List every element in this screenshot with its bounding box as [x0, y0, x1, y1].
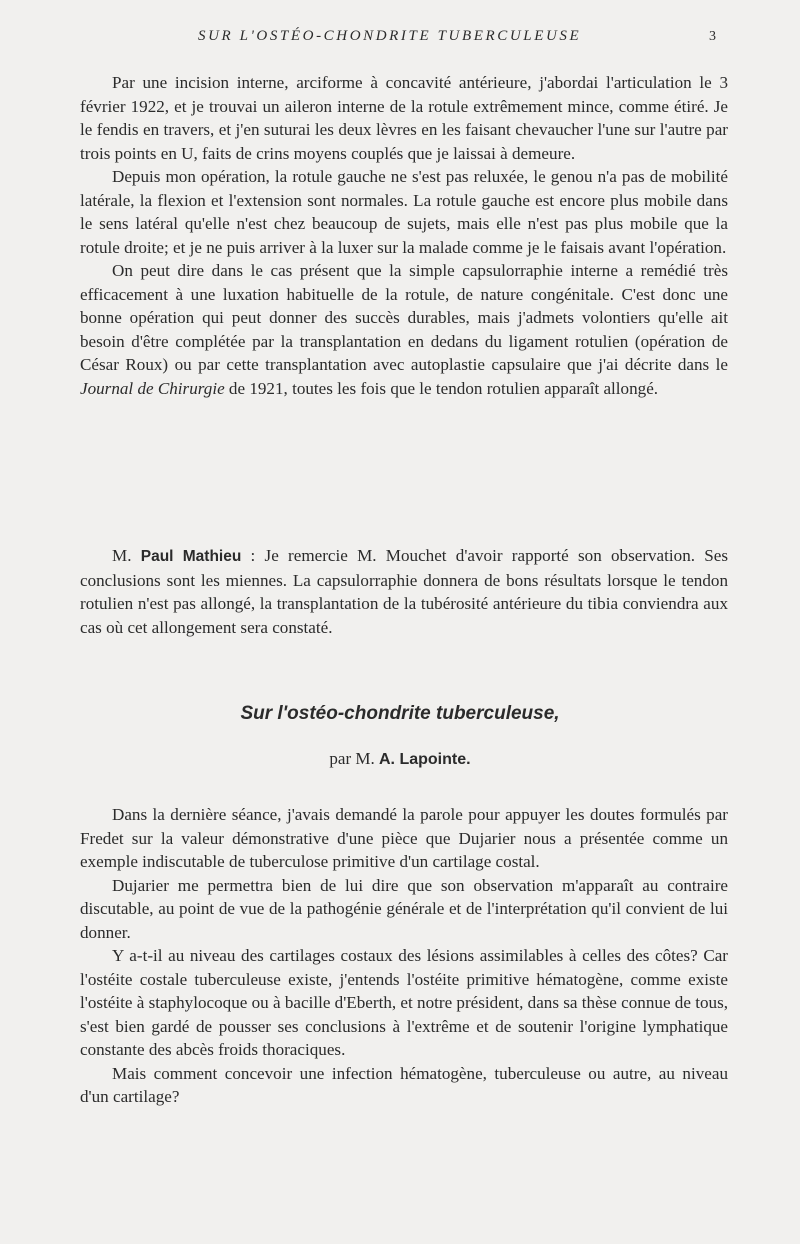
- paragraph-text: : Je remercie M. Mouchet d'avoir rapporté son observation. Ses conclusions sont les miennes. La capsulorraphie donnera de bons résultats lorsque le tendon rotulien n'est pas allongé, la transplantation de la tubérosité antérieure du tibia conviendra aux cas où cet allongement sera constaté.: [80, 546, 729, 637]
- paragraph: Par une incision interne, arciforme à concavité antérieure, j'abordai l'articulation le 3 février 1922, et je trouvai un aileron interne de la rotule extrêmement mince, comme étiré. Je le fendis en travers, et j'en suturai les deux lèvres en les faisant chevaucher l'une sur l'autre par trois points en U, faits de crins moyens couplés que je laissai à demeure.: [80, 73, 728, 163]
- paragraph: Mais comment concevoir une infection hématogène, tuberculeuse ou autre, au niveau d'un cartilage?: [80, 1063, 728, 1106]
- paragraph: Y a-t-il au niveau des cartilages costaux des lésions assimilables à celles des côtes? Car l'ostéite costale tuberculeuse existe, j'entends l'ostéite primitive hématogène, comme existe l'ostéite à staphylocoque ou à bacille d'Eberth, et notre président, dans sa thèse connue de tous, s'est bien gardé de pousser ses conclusions à l'extrême et de soutenir l'origine lymphatique constante des abcès froids thoraciques.: [80, 946, 728, 1059]
- paragraph: Dujarier me permettra bien de lui dire que son observation m'apparaît au contraire discutable, au point de vue de la pathogénie générale et de l'interprétation qu'il convient de lui donner.: [80, 875, 728, 942]
- discussion-comment: [80, 544, 728, 639]
- previous-article-continuation: [80, 71, 728, 400]
- article-title: Sur l'ostéo-chondrite tuberculeuse,: [240, 703, 560, 724]
- author-name: Lapointe.: [395, 751, 471, 768]
- journal-citation: Journal de Chirurgie: [80, 378, 225, 398]
- speaker-prefix: M.: [112, 546, 141, 565]
- speaker-name: Paul Mathieu: [140, 548, 242, 565]
- article-body: [80, 803, 728, 1109]
- running-title: SUR L'OSTÉO-CHONDRITE TUBERCULEUSE: [198, 28, 582, 44]
- paragraph: Dans la dernière séance, j'avais demandé la parole pour appuyer les doutes formulés par Fredet sur la valeur démonstrative d'une pièce que Dujarier nous a présentée comme un exemple indiscutable de tuberculose primitive d'un cartilage costal.: [80, 805, 728, 871]
- article-byline: [0, 749, 800, 769]
- paragraph: [80, 544, 728, 639]
- paragraph: Depuis mon opération, la rotule gauche ne s'est pas reluxée, le genou n'a pas de mobilité latérale, la flexion et l'extension sont normales. La rotule gauche est encore plus mobile dans le sens latéral qu'elle n'est chez beaucoup de sujets, mais elle n'est pas plus mobile que la rotule droite; et je ne puis arriver à la luxer sur la malade comme je le faisais avant l'opération.: [80, 167, 728, 257]
- byline-par: par M.: [329, 749, 379, 768]
- running-head: [80, 28, 720, 52]
- page-number: 3: [709, 29, 716, 44]
- author-initial: A.: [379, 751, 395, 768]
- paragraph: [80, 259, 728, 400]
- paragraph-text: On peut dire dans le cas présent que la simple capsulorraphie interne a remédié très efficacement à une luxation habituelle de la rotule, de nature congénitale. C'est donc une bonne opération qui peut donner des succès durables, mais j'admets volontiers qu'elle ait besoin d'être complétée par la transplantation en dedans du ligament rotulien (opération de César Roux) ou par cette transplantation avec autoplastie capsulaire que j'ai décrite dans le: [80, 261, 728, 374]
- paragraph-text: de 1921, toutes les fois que le tendon rotulien apparaît allongé.: [224, 378, 659, 398]
